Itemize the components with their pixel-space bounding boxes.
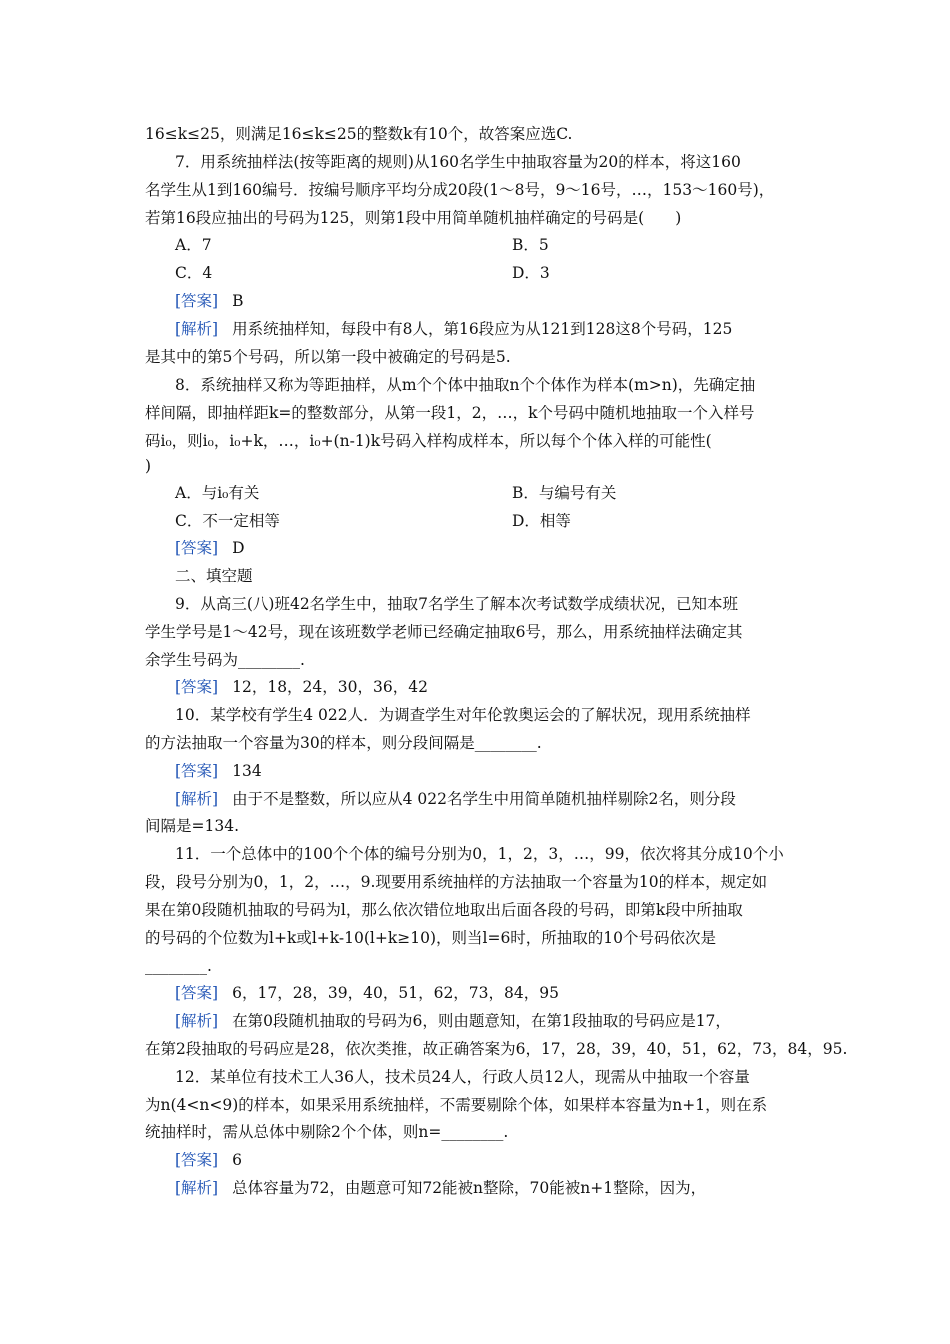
q9-stem-line-1: 9．从高三(八)班42名学生中，抽取7名学生了解本次考试数学成绩状况，已知本班 [175, 595, 739, 613]
q11-stem-line-3: 果在第0段随机抽取的号码为l，那么依次错位地取出后面各段的号码，即第k段中所抽取 [145, 901, 743, 919]
analysis-text: 用系统抽样知，每段中有8人，第16段应为从121到128这8个号码，125 [232, 320, 733, 338]
q12-analysis-line-1 [175, 1177, 706, 1199]
q7-stem-line-1: 7．用系统抽样法(按等距离的规则)从160名学生中抽取容量为20的样本，将这160 [175, 153, 741, 171]
q8-option-b: B．与编号有关 [512, 484, 617, 502]
analysis-label: [解析] [175, 1012, 219, 1030]
q12-stem-line-2: 为n(4<n<9)的样本，如果采用系统抽样，不需要剔除个体，如果样本容量为n+1，则在系 [145, 1096, 768, 1114]
q10-stem-line-1: 10．某学校有学生4 022人．为调查学生对年伦敦奥运会的了解状况，现用系统抽样 [175, 706, 751, 724]
answer-value: 6 [232, 1151, 242, 1169]
q11-stem-line-5: ________. [145, 957, 212, 975]
answer-value: B [232, 292, 244, 310]
q10-analysis-line-1 [175, 788, 736, 810]
q11-stem-line-1: 11．一个总体中的100个个体的编号分别为0，1，2，3，…，99，依次将其分成10个小 [175, 845, 784, 863]
q7-option-a: A．7 [175, 236, 212, 254]
q8-stem-line-3: 码i₀，则i₀，i₀+k，…，i₀+(n-1)k号码入样构成样本，所以每个个体入样的可能性( [145, 432, 712, 450]
q11-stem-line-4: 的号码的个位数为l+k或l+k-10(l+k≥10)，则当l=6时，所抽取的10个号码依次是 [145, 929, 717, 947]
q8-stem-line-1: 8．系统抽样又称为等距抽样，从m个个体中抽取n个个体作为样本(m>n)，先确定抽 [175, 376, 756, 394]
analysis-label: [解析] [175, 790, 219, 808]
q8-stem-line-4: ) [145, 457, 152, 475]
analysis-label: [解析] [175, 320, 219, 338]
q8-option-d: D．相等 [512, 512, 571, 530]
q10-answer [175, 760, 262, 782]
section-heading: 二、填空题 [175, 567, 253, 585]
q7-analysis-line-2: 是其中的第5个号码，所以第一段中被确定的号码是5. [145, 348, 511, 366]
q7-option-d: D．3 [512, 264, 550, 282]
q9-stem-line-2: 学生学号是1～42号，现在该班数学老师已经确定抽取6号，那么，用系统抽样法确定其 [145, 623, 743, 641]
q11-answer [175, 982, 559, 1004]
answer-value: 6，17，28，39，40，51，62，73，84，95 [232, 984, 559, 1002]
q11-analysis-line-1 [175, 1010, 731, 1032]
q12-stem-line-1: 12．某单位有技术工人36人，技术员24人，行政人员12人，现需从中抽取一个容量 [175, 1068, 750, 1086]
q8-answer [175, 537, 245, 559]
q7-option-b: B．5 [512, 236, 549, 254]
answer-label: [答案] [175, 539, 219, 557]
analysis-label: [解析] [175, 1179, 219, 1197]
q7-stem-line-3: 若第16段应抽出的号码为125，则第1段中用简单随机抽样确定的号码是( ) [145, 209, 682, 227]
answer-label: [答案] [175, 678, 219, 696]
answer-label: [答案] [175, 984, 219, 1002]
q7-analysis-line-1 [175, 318, 732, 340]
answer-label: [答案] [175, 1151, 219, 1169]
q10-stem-line-2: 的方法抽取一个容量为30的样本，则分段间隔是________. [145, 734, 542, 752]
q12-stem-line-3: 统抽样时，需从总体中剔除2个个体，则n=________. [145, 1123, 509, 1141]
q7-option-c: C．4 [175, 264, 213, 282]
answer-value: 134 [232, 762, 262, 780]
answer-label: [答案] [175, 292, 219, 310]
answer-value: 12，18，24，30，36，42 [232, 678, 428, 696]
answer-label: [答案] [175, 762, 219, 780]
answer-value: D [232, 539, 245, 557]
q8-stem-line-2: 样间隔，即抽样距k=的整数部分，从第一段1，2，…，k个号码中随机地抽取一个入样号 [145, 404, 755, 422]
q6-analysis-line: 16≤k≤25，则满足16≤k≤25的整数k有10个，故答案应选C. [145, 125, 573, 143]
q10-analysis-line-2: 间隔是=134. [145, 817, 239, 835]
q9-answer [175, 676, 428, 698]
q7-answer [175, 290, 244, 312]
q12-answer [175, 1149, 242, 1171]
q9-stem-line-3: 余学生号码为________. [145, 651, 305, 669]
q8-option-c: C．不一定相等 [175, 512, 280, 530]
analysis-text: 由于不是整数，所以应从4 022名学生中用简单随机抽样剔除2名，则分段 [232, 790, 736, 808]
q11-stem-line-2: 段，段号分别为0，1，2，…，9.现要用系统抽样的方法抽取一个容量为10的样本，规定如 [145, 873, 768, 891]
analysis-text: 总体容量为72，由题意可知72能被n整除，70能被n+1整除，因为， [232, 1179, 707, 1197]
q7-stem-line-2: 名学生从1到160编号．按编号顺序平均分成20段(1～8号，9～16号，…，153～160号)， [145, 181, 775, 199]
analysis-text: 在第0段随机抽取的号码为6，则由题意知，在第1段抽取的号码应是17， [232, 1012, 731, 1030]
q11-analysis-line-2: 在第2段抽取的号码应是28，依次类推，故正确答案为6，17，28，39，40，51，62，73，84，95. [145, 1040, 848, 1058]
q8-option-a: A．与i₀有关 [175, 484, 260, 502]
